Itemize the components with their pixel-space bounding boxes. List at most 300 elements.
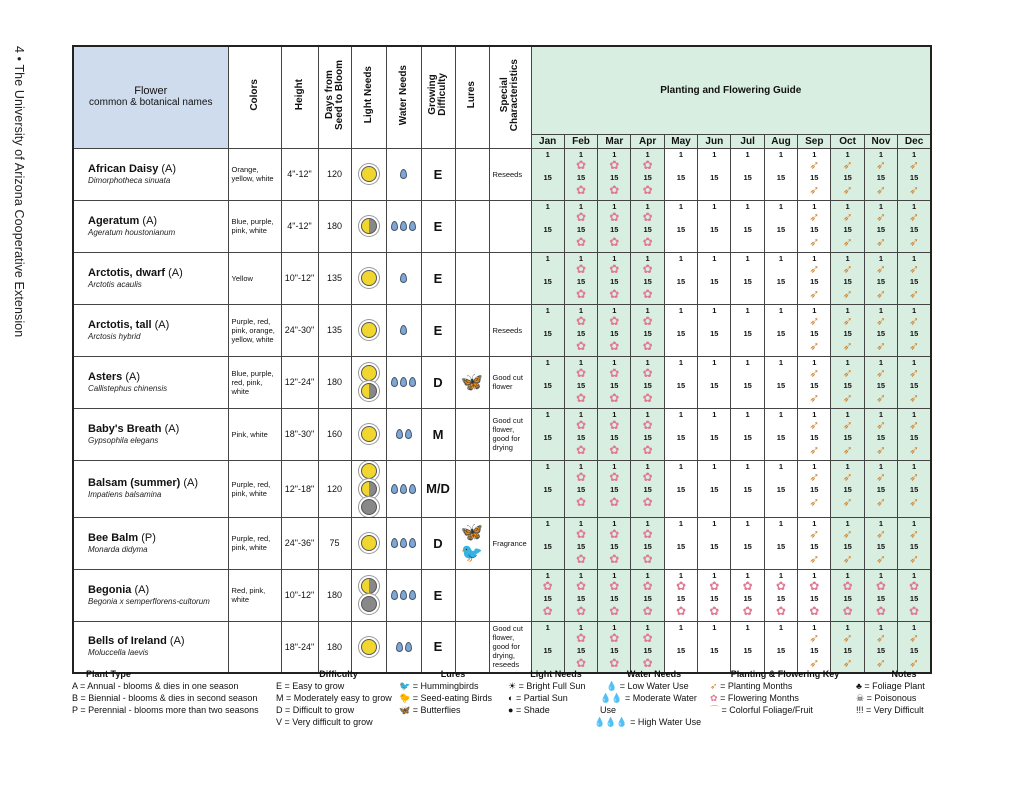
day-label-15: 15 <box>576 484 586 494</box>
flower-common-name <box>88 371 228 384</box>
trowel-icon: ➶ <box>909 261 920 276</box>
colors-cell: Pink, white <box>228 408 281 460</box>
flower-name: Ageratum <box>88 214 140 227</box>
month-cell <box>764 569 797 621</box>
day-label-15: 15 <box>810 224 819 234</box>
month-cell <box>598 517 631 569</box>
difficulty-cell: E <box>421 569 455 621</box>
table-row <box>73 621 931 673</box>
month-cell <box>731 304 764 356</box>
month-cell <box>831 569 864 621</box>
month-cell <box>664 517 697 569</box>
day-label-15: 15 <box>710 541 719 551</box>
special-cell: Good cut flower, good for drying <box>489 408 531 460</box>
day-label-15: 15 <box>843 593 852 603</box>
water-cell <box>386 517 421 569</box>
trowel-icon: ➶ <box>875 442 886 457</box>
day-label-1: 1 <box>878 461 884 471</box>
trowel-icon: ➶ <box>875 157 886 172</box>
month-cell <box>831 460 864 517</box>
flower-icon: ✿ <box>575 603 587 618</box>
full-sun-icon <box>361 535 377 551</box>
water-drop-icon <box>400 273 407 283</box>
water-drop-icon <box>400 221 407 231</box>
trowel-icon: ➶ <box>909 313 920 328</box>
day-label-15: 15 <box>876 276 886 286</box>
water-drop-icon <box>400 538 407 548</box>
special-cell <box>489 200 531 252</box>
flower-icon: ✿ <box>609 526 620 541</box>
trowel-icon: ➶ <box>842 442 853 457</box>
month-cell <box>698 304 731 356</box>
day-label-1: 1 <box>645 201 650 211</box>
trowel-icon: ➶ <box>809 551 820 566</box>
month-cell <box>564 621 597 673</box>
day-label-15: 15 <box>543 328 552 338</box>
day-label-1: 1 <box>778 461 784 471</box>
trowel-icon: ➶ <box>909 655 920 670</box>
flower-cell <box>73 569 228 621</box>
day-label-1: 1 <box>845 461 850 471</box>
trowel-icon: ➶ <box>909 417 920 432</box>
trowel-icon: ➶ <box>875 286 886 301</box>
flower-icon: ✿ <box>575 494 587 509</box>
flower-common-name <box>88 267 228 280</box>
plant-type: (A) <box>169 635 185 648</box>
day-label-15: 15 <box>909 172 919 182</box>
flower-icon: ✿ <box>642 234 653 249</box>
special-cell <box>489 460 531 517</box>
day-label-15: 15 <box>576 224 586 234</box>
day-label-15: 15 <box>776 328 786 338</box>
trowel-icon: ➶ <box>842 286 853 301</box>
flower-icon: ✿ <box>642 417 653 432</box>
month-cell <box>564 148 597 200</box>
trowel-icon: ➶ <box>842 551 853 566</box>
flower-icon: ✿ <box>642 469 653 484</box>
flower-icon: ✿ <box>642 442 653 457</box>
trowel-icon: ➶ <box>909 365 920 380</box>
day-label-1: 1 <box>545 461 550 471</box>
days-column-header: Days from Seed to Bloom <box>318 46 351 148</box>
water-drop-icon <box>396 429 403 439</box>
flower-icon: ✿ <box>609 313 620 328</box>
day-label-15: 15 <box>876 593 886 603</box>
flower-name: Balsam (summer) <box>88 477 181 489</box>
month-header: Feb <box>564 134 597 148</box>
day-label-1: 1 <box>778 518 784 528</box>
day-label-1: 1 <box>812 201 817 211</box>
day-label-1: 1 <box>812 518 817 528</box>
day-label-1: 1 <box>545 305 550 315</box>
trowel-icon: ➶ <box>909 209 920 224</box>
trowel-icon: ➶ <box>909 338 920 353</box>
day-label-15: 15 <box>743 593 752 603</box>
month-cell <box>764 148 797 200</box>
day-label-1: 1 <box>878 570 884 580</box>
difficulty-cell: D <box>421 517 455 569</box>
table-row <box>73 304 931 356</box>
day-label-15: 15 <box>909 224 919 234</box>
day-label-15: 15 <box>776 432 786 442</box>
flower-icon: ✿ <box>609 494 620 509</box>
difficulty-column-header: Growing Difficulty <box>421 46 455 148</box>
day-label-1: 1 <box>578 622 584 632</box>
day-label-15: 15 <box>643 593 652 603</box>
day-label-1: 1 <box>778 622 784 632</box>
day-label-15: 15 <box>643 484 652 494</box>
month-cell <box>798 200 831 252</box>
month-cell <box>664 252 697 304</box>
water-drop-icon <box>391 590 398 600</box>
flower-icon: ✿ <box>575 157 587 172</box>
day-label-1: 1 <box>678 201 684 211</box>
special-cell: Reseeds <box>489 148 531 200</box>
flower-icon: ✿ <box>842 603 853 618</box>
light-cell <box>351 460 386 517</box>
height-cell: 4"-12" <box>281 148 318 200</box>
height-cell: 18"-24" <box>281 621 318 673</box>
month-cell <box>531 460 564 517</box>
day-label-1: 1 <box>812 357 817 367</box>
month-cell <box>864 148 897 200</box>
flower-botanical-name: Arctotis acaulis <box>88 279 142 289</box>
day-label-1: 1 <box>678 622 684 632</box>
flower-common-name <box>88 584 228 597</box>
trowel-icon: ➶ <box>809 286 820 301</box>
flower-icon: ✿ <box>642 313 653 328</box>
partial-sun-icon <box>361 383 377 399</box>
plant-type: (P) <box>141 531 156 544</box>
colors-cell: Red, pink, white <box>228 569 281 621</box>
water-column-header: Water Needs <box>386 46 421 148</box>
trowel-icon: ➶ <box>809 338 820 353</box>
day-label-15: 15 <box>610 541 619 551</box>
butterfly-icon: 🦋 <box>460 371 484 392</box>
month-cell <box>831 356 864 408</box>
day-label-15: 15 <box>843 541 852 551</box>
day-label-1: 1 <box>578 201 584 211</box>
day-label-15: 15 <box>576 541 586 551</box>
trowel-icon: ➶ <box>909 157 920 172</box>
month-header: Oct <box>831 134 864 148</box>
month-header: Aug <box>764 134 797 148</box>
month-cell <box>831 252 864 304</box>
day-label-1: 1 <box>578 305 584 315</box>
full-sun-icon: ☀ <box>508 681 517 691</box>
day-label-15: 15 <box>776 593 786 603</box>
month-cell <box>631 252 664 304</box>
day-label-15: 15 <box>543 224 552 234</box>
day-label-15: 15 <box>743 645 752 655</box>
day-label-15: 15 <box>843 172 852 182</box>
water-drop-icon <box>409 538 416 548</box>
day-label-1: 1 <box>578 409 584 419</box>
month-cell <box>798 460 831 517</box>
day-label-15: 15 <box>909 328 919 338</box>
day-label-15: 15 <box>909 484 919 494</box>
trowel-icon: ➶ <box>909 526 920 541</box>
flower-icon: ✿ <box>642 390 653 405</box>
day-label-15: 15 <box>676 380 686 390</box>
day-label-1: 1 <box>645 570 650 580</box>
day-label-15: 15 <box>810 432 819 442</box>
plant-type: (A) <box>134 583 150 596</box>
flower-icon: ✿ <box>809 603 820 618</box>
month-cell <box>598 252 631 304</box>
day-label-1: 1 <box>911 518 917 528</box>
day-label-15: 15 <box>710 172 719 182</box>
month-cell <box>831 304 864 356</box>
month-cell <box>698 569 731 621</box>
table-row <box>73 569 931 621</box>
month-cell <box>731 252 764 304</box>
plant-type: (A) <box>125 370 140 383</box>
day-label-1: 1 <box>712 622 717 632</box>
day-label-15: 15 <box>576 328 586 338</box>
trowel-icon: ➶ <box>809 234 820 249</box>
day-label-1: 1 <box>712 253 717 263</box>
special-cell: Reseeds <box>489 304 531 356</box>
day-label-15: 15 <box>743 328 752 338</box>
shade-icon <box>361 596 377 612</box>
flower-icon: ✿ <box>675 603 686 618</box>
flower-cell <box>73 148 228 200</box>
day-label-15: 15 <box>576 645 586 655</box>
difficulty-cell: E <box>421 304 455 356</box>
month-cell <box>631 356 664 408</box>
month-header: Jun <box>698 134 731 148</box>
month-cell <box>531 517 564 569</box>
day-label-15: 15 <box>610 172 619 182</box>
month-cell <box>531 569 564 621</box>
day-label-15: 15 <box>876 645 886 655</box>
month-cell <box>764 356 797 408</box>
trowel-icon: ➶ <box>809 655 820 670</box>
legend-water: Water Needs 💧 = Low Water Use 💧💧 = Moderate Water Use 💧💧💧 = High Water Use <box>594 669 702 727</box>
rainbow-icon: ⌒ <box>710 705 720 715</box>
day-label-1: 1 <box>612 305 617 315</box>
shade-icon: ● <box>508 705 514 715</box>
lures-column-header: Lures <box>455 46 489 148</box>
month-cell <box>898 252 931 304</box>
month-cell <box>564 460 597 517</box>
flower-icon: ✿ <box>642 182 653 197</box>
day-label-15: 15 <box>909 593 919 603</box>
day-label-15: 15 <box>876 224 886 234</box>
trowel-icon: ➶ <box>809 157 820 172</box>
legend-lures: Lures 🐦 = Hummingbirds 🐤 = Seed-eating Birds 🦋 = Butterflies <box>399 669 493 715</box>
month-cell <box>664 408 697 460</box>
day-label-1: 1 <box>778 201 784 211</box>
day-label-15: 15 <box>610 432 619 442</box>
full-sun-icon <box>361 639 377 655</box>
day-label-15: 15 <box>710 328 719 338</box>
flower-column-header <box>73 46 228 148</box>
day-label-15: 15 <box>776 224 786 234</box>
foliage-icon: ♣ <box>856 681 862 691</box>
flower-icon: ✿ <box>609 365 620 380</box>
days-cell: 180 <box>318 200 351 252</box>
flower-icon: ✿ <box>642 603 653 618</box>
trowel-icon: ➶ <box>809 526 820 541</box>
day-label-1: 1 <box>712 357 717 367</box>
day-label-15: 15 <box>810 541 819 551</box>
day-label-1: 1 <box>845 622 850 632</box>
flower-icon: ✿ <box>609 209 620 224</box>
day-label-1: 1 <box>878 357 884 367</box>
day-label-15: 15 <box>810 380 819 390</box>
trowel-icon: ➶ <box>842 182 853 197</box>
trowel-icon: ➶ <box>809 442 820 457</box>
trowel-icon: ➶ <box>809 313 820 328</box>
height-cell: 24"-36" <box>281 517 318 569</box>
days-cell: 75 <box>318 517 351 569</box>
trowel-icon: ➶ <box>875 182 886 197</box>
trowel-icon: ➶ <box>875 526 886 541</box>
flower-common-name <box>88 477 228 490</box>
day-label-15: 15 <box>810 484 819 494</box>
flower-name: African Daisy <box>88 162 159 175</box>
flower-botanical-name: Gypsophila elegans <box>88 435 159 445</box>
colors-cell: Orange, yellow, white <box>228 148 281 200</box>
day-label-1: 1 <box>612 570 617 580</box>
day-label-1: 1 <box>712 570 717 580</box>
water-drop-icon <box>409 377 416 387</box>
day-label-15: 15 <box>543 484 552 494</box>
days-cell: 135 <box>318 304 351 356</box>
water-drop-icon <box>400 325 407 335</box>
month-header: Mar <box>598 134 631 148</box>
trowel-icon: ➶ <box>875 365 886 380</box>
flower-icon: ✿ <box>575 209 587 224</box>
flower-icon: ✿ <box>609 417 620 432</box>
special-cell: Fragrance <box>489 517 531 569</box>
trowel-icon: ➶ <box>875 655 886 670</box>
light-cell <box>351 517 386 569</box>
planting-guide-header: Planting and Flowering Guide <box>531 46 931 134</box>
lures-cell <box>455 517 489 569</box>
day-label-15: 15 <box>576 593 586 603</box>
month-cell <box>598 569 631 621</box>
day-label-15: 15 <box>776 276 786 286</box>
day-label-15: 15 <box>876 380 886 390</box>
month-cell <box>598 460 631 517</box>
flower-icon: ✿ <box>642 286 653 301</box>
day-label-1: 1 <box>845 305 850 315</box>
planting-guide-table <box>72 45 930 674</box>
water-drop-icon <box>391 221 398 231</box>
month-cell <box>631 148 664 200</box>
day-label-15: 15 <box>676 541 686 551</box>
trowel-icon: ➶ <box>842 338 853 353</box>
light-column-header: Light Needs <box>351 46 386 148</box>
flower-icon: ✿ <box>575 578 587 593</box>
water-drop-icon <box>409 590 416 600</box>
flower-icon: ✿ <box>575 551 587 566</box>
day-label-1: 1 <box>878 305 884 315</box>
day-label-1: 1 <box>545 622 550 632</box>
high-water-icon: 💧💧💧 <box>594 717 628 727</box>
day-label-15: 15 <box>743 380 752 390</box>
day-label-1: 1 <box>612 518 617 528</box>
day-label-1: 1 <box>578 570 584 580</box>
month-cell <box>764 408 797 460</box>
flower-icon: ✿ <box>875 578 886 593</box>
month-cell <box>698 252 731 304</box>
day-label-1: 1 <box>645 622 650 632</box>
table-row <box>73 517 931 569</box>
day-label-15: 15 <box>843 645 852 655</box>
day-label-15: 15 <box>743 484 752 494</box>
month-cell <box>731 517 764 569</box>
day-label-1: 1 <box>812 409 817 419</box>
day-label-15: 15 <box>909 276 919 286</box>
month-cell <box>698 356 731 408</box>
day-label-15: 15 <box>610 276 619 286</box>
day-label-15: 15 <box>676 645 686 655</box>
day-label-1: 1 <box>845 409 850 419</box>
partial-sun-icon: ◐ <box>508 693 514 703</box>
day-label-1: 1 <box>778 357 784 367</box>
day-label-15: 15 <box>610 484 619 494</box>
day-label-1: 1 <box>712 518 717 528</box>
day-label-1: 1 <box>745 253 750 263</box>
month-cell <box>731 460 764 517</box>
days-cell: 120 <box>318 460 351 517</box>
trowel-icon: ➶ <box>909 442 920 457</box>
day-label-1: 1 <box>612 357 617 367</box>
day-label-15: 15 <box>676 276 686 286</box>
day-label-1: 1 <box>612 201 617 211</box>
day-label-1: 1 <box>545 570 550 580</box>
month-cell <box>664 200 697 252</box>
trowel-icon: ➶ <box>842 209 853 224</box>
height-cell: 18"-30" <box>281 408 318 460</box>
day-label-1: 1 <box>812 461 817 471</box>
month-cell <box>698 460 731 517</box>
light-cell <box>351 148 386 200</box>
day-label-15: 15 <box>643 541 652 551</box>
month-cell <box>864 621 897 673</box>
difficulty-cell: M/D <box>421 460 455 517</box>
flower-botanical-name: Callistephus chinensis <box>88 383 168 393</box>
trowel-icon: ➶ <box>875 313 886 328</box>
trowel-icon: ➶ <box>842 390 853 405</box>
lures-cell <box>455 460 489 517</box>
legend-plant-type: Plant Type A = Annual - blooms & dies in one season B = Biennial - blooms & dies in second season P = Perennial - blooms more than two seasons <box>72 669 259 715</box>
water-cell <box>386 460 421 517</box>
flower-icon: ✿ <box>875 603 886 618</box>
month-header: Nov <box>864 134 897 148</box>
moderate-water-icon: 💧💧 <box>600 693 623 703</box>
trowel-icon: ➶ <box>909 469 920 484</box>
day-label-15: 15 <box>576 276 586 286</box>
day-label-15: 15 <box>610 224 619 234</box>
water-drop-icon <box>391 484 398 494</box>
month-cell <box>531 200 564 252</box>
day-label-1: 1 <box>911 305 917 315</box>
water-cell <box>386 148 421 200</box>
month-cell <box>664 569 697 621</box>
month-cell <box>631 517 664 569</box>
flower-header-title: Flower <box>134 85 168 98</box>
month-cell <box>531 621 564 673</box>
flower-icon: ✿ <box>575 365 587 380</box>
month-header: Sep <box>798 134 831 148</box>
trowel-icon: ➶ <box>909 390 920 405</box>
butterfly-icon: 🦋 <box>399 705 411 715</box>
